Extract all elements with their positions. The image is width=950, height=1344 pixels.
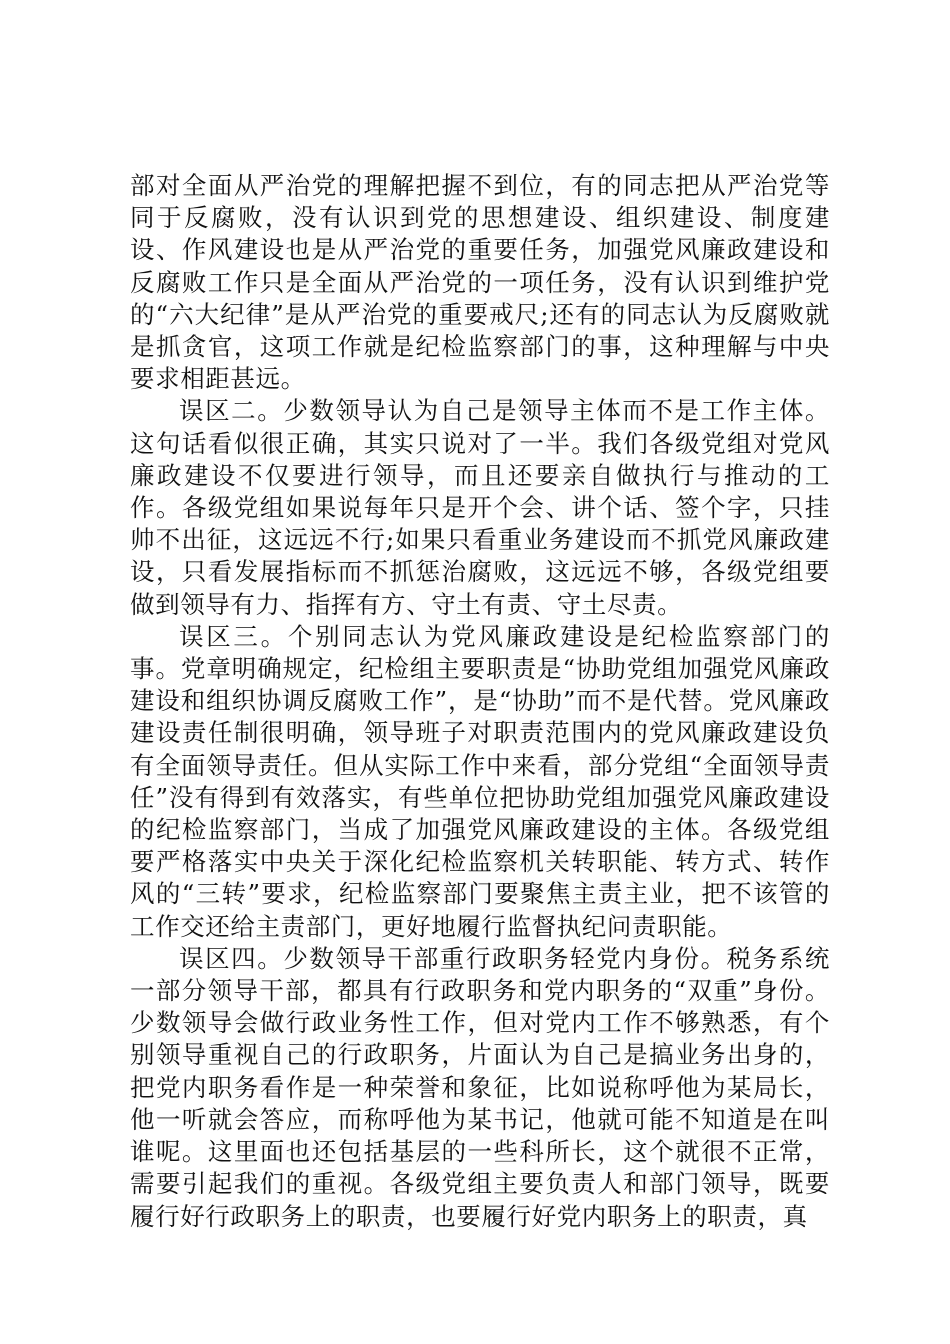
paragraph-misconception-three: 误区三。个别同志认为党风廉政建设是纪检监察部门的事。党章明确规定，纪检组主要职责是“协助党组加强党风廉政建设和组织协调反腐败工作”，是“协助”而不是代替。党风廉政建设责任制很明确，领导班子对职责范围内的党风廉政建设负有全面领导责任。但从实际工作中来看，部分党组“全面领导责任”没有得到有效落实，有些单位把协助党组加强党风廉政建设的纪检监察部门，当成了加强党风廉政建设的主体。各级党组要严格落实中央关于深化纪检监察机关转职能、转方式、转作风的“三转”要求，纪检监察部门要聚焦主责主业，把不该管的工作交还给主责部门，更好地履行监督执纪问责职能。 (130, 621, 830, 941)
paragraph-misconception-four: 误区四。少数领导干部重行政职务轻党内身份。税务系统一部分领导干部，都具有行政职务和党内职务的“双重”身份。少数领导会做行政业务性工作，但对党内工作不够熟悉，有个别领导重视自己的行政职务，片面认为自己是搞业务出身的，把党内职务看作是一种荣誉和象征，比如说称呼他为某局长，他一听就会答应，而称呼他为某书记，他就可能不知道是在叫谁呢。这里面也还包括基层的一些科所长，这个就很不正常，需要引起我们的重视。各级党组主要负责人和部门领导，既要履行好行政职务上的职责，也要履行好党内职务上的职责，真 (130, 943, 830, 1231)
document-body (130, 170, 830, 1233)
paragraph-continuation: 部对全面从严治党的理解把握不到位，有的同志把从严治党等同于反腐败，没有认识到党的思想建设、组织建设、制度建设、作风建设也是从严治党的重要任务，加强党风廉政建设和反腐败工作只是全面从严治党的一项任务，没有认识到维护党的“六大纪律”是从严治党的重要戒尺;还有的同志认为反腐败就是抓贪官，这项工作就是纪检监察部门的事，这种理解与中央要求相距甚远。 (130, 171, 830, 394)
paragraph-misconception-two: 误区二。少数领导认为自己是领导主体而不是工作主体。这句话看似很正确，其实只说对了一半。我们各级党组对党风廉政建设不仅要进行领导，而且还要亲自做执行与推动的工作。各级党组如果说每年只是开个会、讲个话、签个字，只挂帅不出征，这远远不行;如果只看重业务建设而不抓党风廉政建设，只看发展指标而不抓惩治腐败，这远远不够，各级党组要做到领导有力、指挥有方、守土有责、守土尽责。 (130, 396, 830, 619)
